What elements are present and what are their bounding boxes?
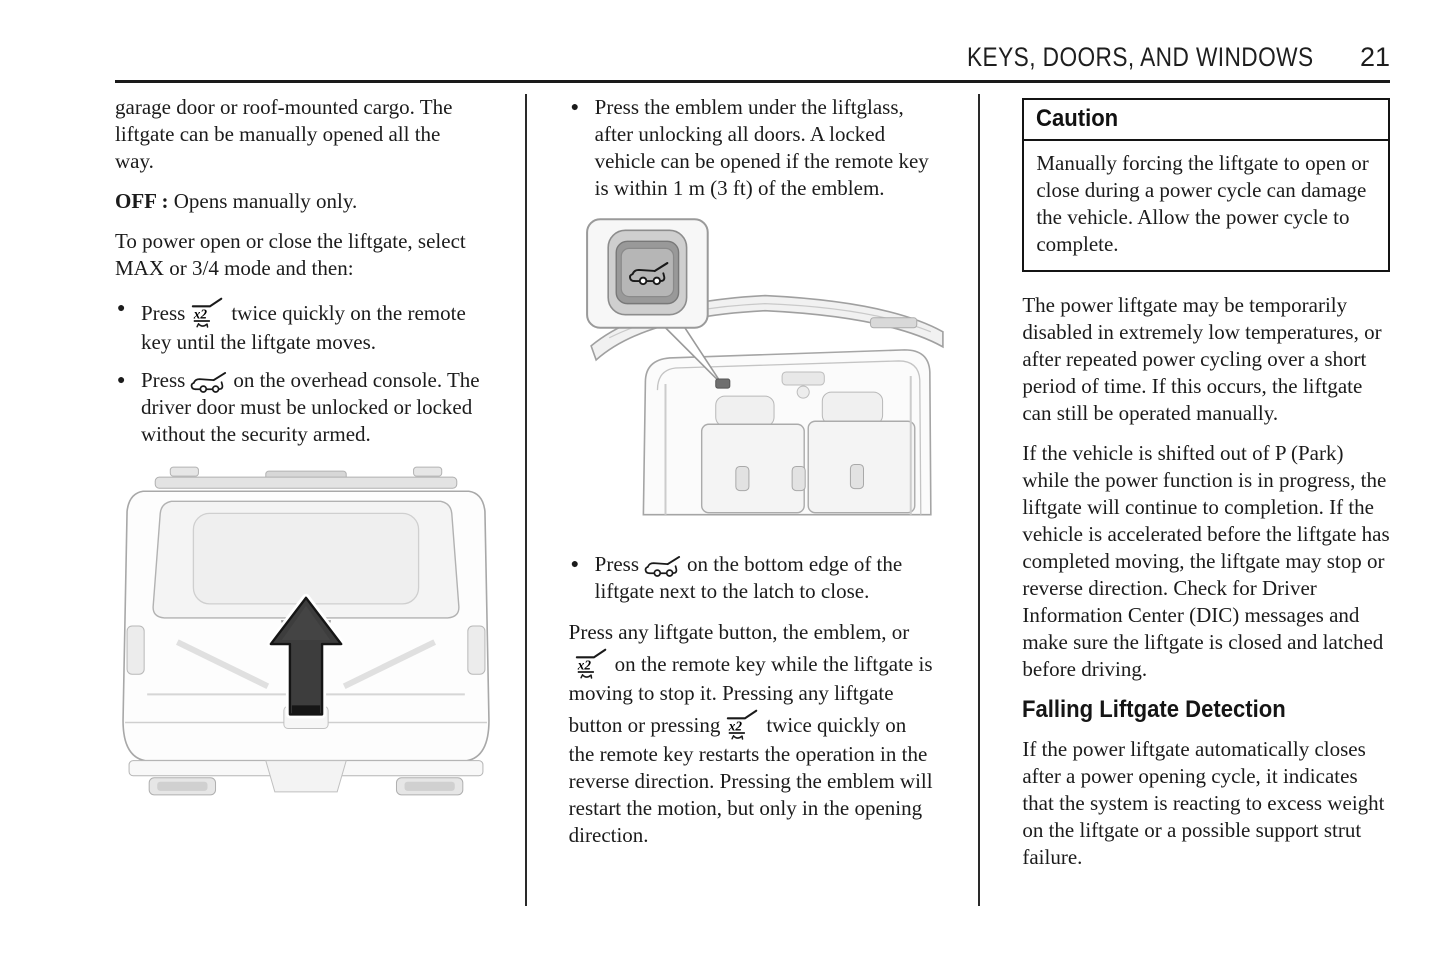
paragraph-stop-restart: Press any liftgate button, the emblem, oron the remote key while the liftgate is moving to stop it. Pressing any liftgate button or pressing twice quickly on the remote key restarts the operation in the reverse direction. Pressing the emblem will restart the motion, but only in the opening direction. (568, 620, 933, 847)
list-item (569, 551, 937, 605)
list-item (115, 295, 483, 356)
section-heading-falling-liftgate-detection: Falling Liftgate Detection (1022, 696, 1287, 723)
header-rule (115, 80, 1390, 83)
caution-box (1022, 98, 1390, 272)
bullet-dot: ● (570, 100, 580, 115)
bullet-text: Press on the bottom edge of the liftgate next to the latch to close. (594, 552, 903, 603)
off-text: Opens manually only. (173, 189, 358, 213)
figure-suv-rear-view (115, 459, 483, 807)
off-term: OFF : (115, 189, 169, 213)
caution-body: Manually forcing the liftgate to open or close during a power cycle can damage the vehicle. Allow the power cycle to complete. (1036, 151, 1369, 256)
bullet-text: Press twice quickly on the remote key until the liftgate moves. (141, 295, 483, 356)
caution-title: Caution (1024, 100, 1388, 141)
figure-open-liftgate (569, 213, 937, 535)
liftgate-open-icon (190, 370, 228, 394)
bullet-text: Press the emblem under the liftglass, after unlocking all doors. A locked vehicle can be opened if the remote key is within 1 m (3 ft) of the emblem. (594, 95, 929, 200)
column-middle (527, 94, 979, 925)
liftgate-x2-remote-icon (190, 295, 226, 329)
paragraph: If the power liftgate automatically closes after a power opening cycle, it indicates that the system is reacting to excess weight on the liftgate or a possible support strut failure. (1022, 737, 1385, 869)
page-header (115, 42, 1390, 73)
paragraph: To power open or close the liftgate, select MAX or 3/4 mode and then: (115, 229, 466, 280)
column-right (980, 94, 1390, 925)
column-left (115, 94, 525, 925)
bullet-dot: ● (117, 301, 126, 316)
list-item (115, 367, 483, 448)
liftgate-open-icon (644, 554, 682, 578)
paragraph: If the vehicle is shifted out of P (Park) while the power function is in progress, the liftgate will continue to completion. If the vehicle is accelerated before the liftgate has completed moving, the liftgate may stop or reverse direction. Check for Driver Information Center (DIC) messages and make sure the liftgate is closed and latched before driving. (1022, 441, 1390, 681)
liftgate-x2-remote-icon (725, 707, 761, 741)
open-liftgate-illustration (569, 213, 961, 535)
page-number: 21 (1359, 42, 1390, 72)
suv-rear-view-illustration (115, 459, 497, 807)
bullet-dot: ● (117, 373, 126, 388)
bullet-dot: ● (570, 557, 580, 572)
three-column-layout (115, 94, 1390, 925)
paragraph: The power liftgate may be temporarily disabled in extremely low temperatures, or after repeated power cycling over a short period of time. If this occurs, the liftgate can still be operated manually. (1022, 293, 1382, 425)
list-item (569, 94, 937, 202)
liftgate-x2-remote-icon (574, 646, 610, 680)
bullet-text: Press on the overhead console. The driver door must be unlocked or locked without the security armed. (141, 368, 480, 446)
chapter-title: KEYS, DOORS, AND WINDOWS (967, 42, 1314, 72)
paragraph-off-mode (115, 188, 483, 215)
paragraph: garage door or roof-mounted cargo. The liftgate can be manually opened all the way. (115, 95, 453, 173)
